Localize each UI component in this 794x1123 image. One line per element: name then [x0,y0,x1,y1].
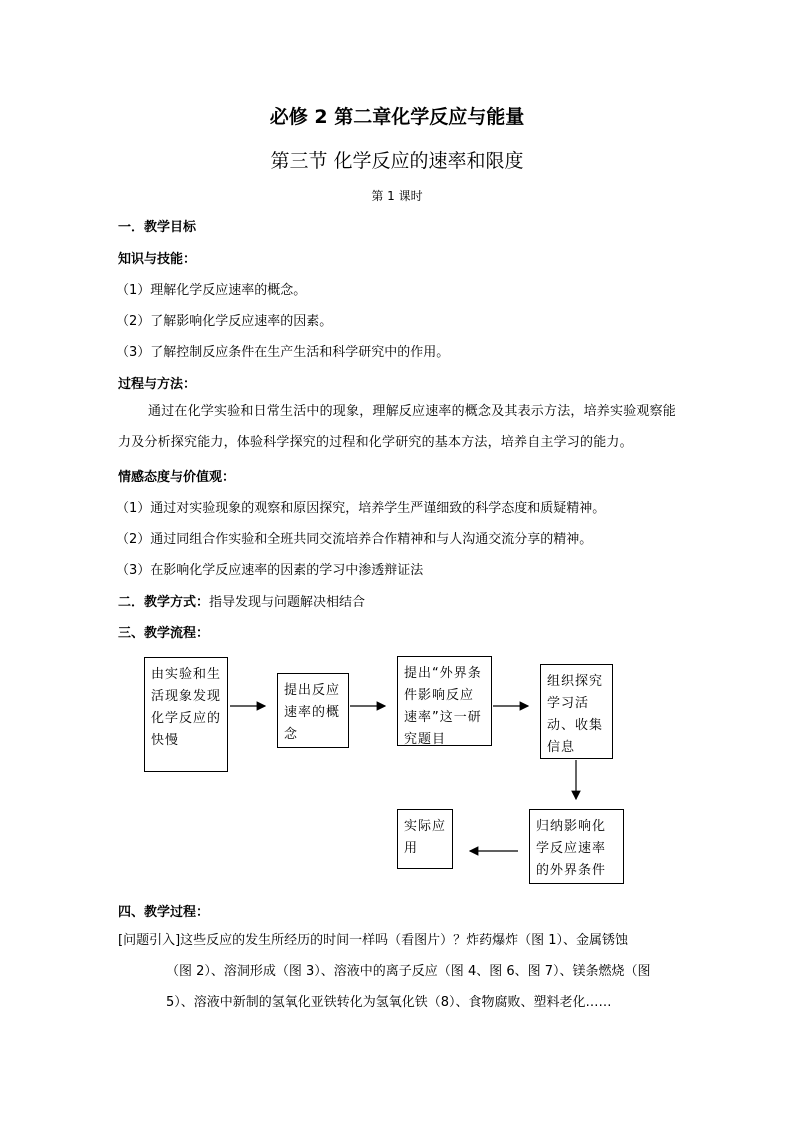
document-title: 必修 2 第二章化学反应与能量 [269,106,525,128]
emotion-heading: 情感态度与价值观： [118,470,236,485]
emotion-item: （1）通过对实验现象的观察和原因探究，培养学生严谨细致的科学态度和质疑精神。 [116,501,606,516]
procedure-line: [问题引入]这些反应的发生所经历的时间一样吗（看图片）？炸药爆炸（图 1）、金属锈蚀 [118,933,629,948]
process-heading: 过程与方法： [118,377,197,392]
lesson-label: 第 1 课时 [371,189,423,203]
knowledge-item: （1）理解化学反应速率的概念。 [116,283,307,298]
procedure-intro [118,925,678,1018]
flow-box-apply: 实际应用 [397,809,453,869]
process-paragraph: 通过在化学实验和日常生活中的现象，理解反应速率的概念及其表示方法，培养实验观察能力及分析探究能力，体验科学探究的过程和化学研究的基本方法，培养自主学习的能力。 [118,404,677,450]
emotion-item: （3）在影响化学反应速率的因素的学习中渗透辩证法 [116,563,424,578]
section-title: 第三节 化学反应的速率和限度 [270,150,524,172]
flow-box-concept: 提出反应速率的概念 [277,673,349,748]
procedure-line: 5）、溶液中新制的氢氧化亚铁转化为氢氧化铁（8）、食物腐败、塑料老化…… [166,995,612,1010]
knowledge-heading: 知识与技能： [118,252,197,267]
knowledge-item: （3）了解控制反应条件在生产生活和科学研究中的作用。 [116,345,450,360]
flow-heading: 三、教学流程： [118,626,210,641]
goals-heading: 一．教学目标 [118,220,197,235]
method-heading: 二．教学方式： [118,595,210,610]
flow-box-summarize: 归纳影响化学反应速率的外界条件 [529,809,624,884]
emotion-item: （2）通过同组合作实验和全班共同交流培养合作精神和与人沟通交流分享的精神。 [116,532,593,547]
method-text: 指导发现与问题解决相结合 [209,595,366,610]
procedure-heading: 四、教学过程： [118,905,210,920]
flow-box-topic: 提出“外界条件影响反应速率”这一研究题目 [397,656,492,746]
procedure-line: （图 2）、溶洞形成（图 3）、溶液中的离子反应（图 4、图 6、图 7）、镁条燃烧（图 [166,964,651,979]
knowledge-item: （2）了解影响化学反应速率的因素。 [116,314,333,329]
flow-box-explore: 组织探究学习活动、收集信息 [540,664,613,759]
flow-box-observe: 由实验和生活现象发现化学反应的快慢 [144,657,228,772]
